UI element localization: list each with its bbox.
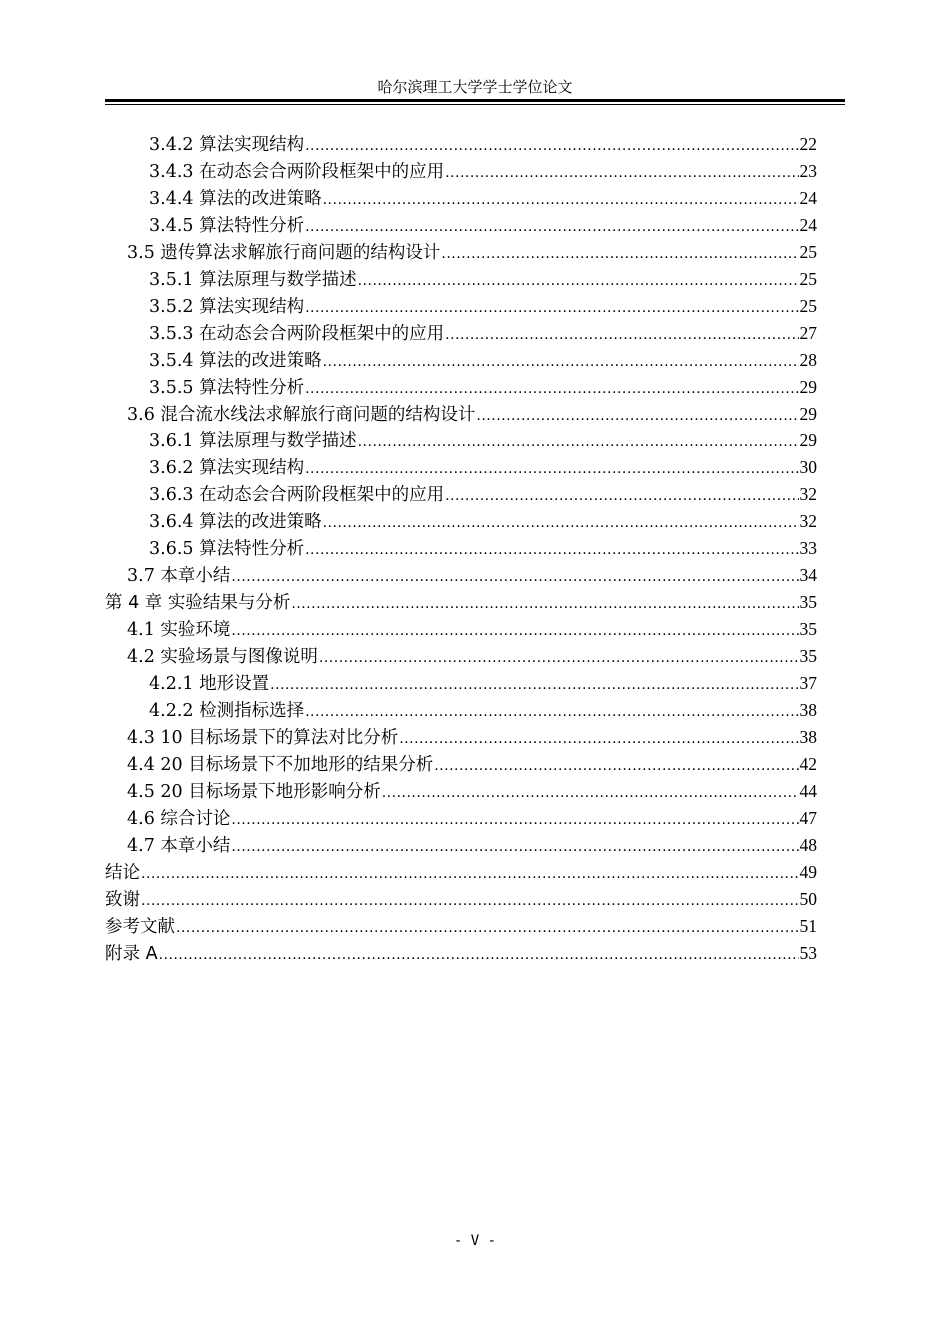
toc-entry-page: 30 bbox=[799, 457, 817, 478]
toc-entry[interactable] bbox=[105, 697, 817, 724]
toc-entry[interactable] bbox=[105, 427, 817, 454]
toc-entry-page: 25 bbox=[799, 241, 817, 262]
running-header: 哈尔滨理工大学学士学位论文 bbox=[377, 78, 573, 96]
toc-dot-leader bbox=[434, 758, 798, 774]
toc-entry[interactable] bbox=[105, 643, 817, 670]
toc-dot-leader bbox=[231, 569, 798, 585]
toc-dot-leader bbox=[159, 947, 799, 963]
toc-dot-leader bbox=[176, 920, 799, 936]
toc-entry-label: 3.6.1 算法原理与数学描述 bbox=[149, 431, 357, 452]
toc-entry[interactable] bbox=[105, 535, 817, 562]
toc-entry-label: 3.4.5 算法特性分析 bbox=[149, 215, 305, 236]
toc-entry[interactable] bbox=[105, 266, 817, 293]
toc-entry[interactable] bbox=[105, 158, 817, 185]
toc-entry-label: 3.5.3 在动态会合两阶段框架中的应用 bbox=[149, 323, 445, 344]
toc-entry-label: 3.4.2 算法实现结构 bbox=[149, 135, 305, 155]
toc-entry-page: 32 bbox=[799, 484, 817, 505]
toc-entry-label: 3.5.1 算法原理与数学描述 bbox=[149, 269, 357, 290]
toc-entry-page: 23 bbox=[799, 160, 817, 181]
toc-entry-page: 25 bbox=[799, 295, 817, 316]
toc-entry[interactable] bbox=[105, 940, 817, 967]
toc-dot-leader bbox=[399, 731, 798, 747]
toc-entry-page: 37 bbox=[799, 673, 817, 694]
toc-entry-label: 3.6.3 在动态会合两阶段框架中的应用 bbox=[149, 485, 445, 506]
toc-entry[interactable] bbox=[105, 886, 817, 913]
toc-entry[interactable] bbox=[105, 212, 817, 239]
toc-entry-label: 4.1 实验环境 bbox=[127, 620, 231, 641]
toc-entry-label: 3.5.5 算法特性分析 bbox=[149, 377, 305, 398]
toc-entry-label: 3.7 本章小结 bbox=[127, 566, 231, 587]
toc-dot-leader bbox=[323, 515, 799, 531]
toc-entry-label: 3.6.5 算法特性分析 bbox=[149, 539, 305, 560]
toc-entry[interactable] bbox=[105, 589, 817, 616]
toc-entry-label: 3.5 遗传算法求解旅行商问题的结构设计 bbox=[127, 242, 441, 263]
toc-dot-leader bbox=[141, 866, 799, 882]
toc-dot-leader bbox=[231, 812, 798, 828]
toc-dot-leader bbox=[319, 650, 799, 666]
toc-entry[interactable] bbox=[105, 913, 817, 940]
toc-entry-label: 4.4 20 目标场景下不加地形的结果分析 bbox=[127, 754, 434, 775]
toc-entry[interactable] bbox=[105, 481, 817, 508]
toc-entry-label: 4.7 本章小结 bbox=[127, 835, 231, 856]
toc-entry[interactable] bbox=[105, 751, 817, 778]
toc-entry[interactable] bbox=[105, 401, 817, 428]
toc-entry-page: 35 bbox=[799, 619, 817, 640]
toc-entry-label: 4.2.2 检测指标选择 bbox=[149, 701, 305, 722]
header-rule-thick bbox=[105, 99, 845, 102]
toc-entry-label: 3.5.4 算法的改进策略 bbox=[149, 350, 322, 371]
toc-entry-page: 44 bbox=[799, 780, 817, 801]
toc-entry[interactable] bbox=[105, 616, 817, 643]
toc-entry[interactable] bbox=[105, 454, 817, 481]
toc-entry-page: 47 bbox=[799, 807, 817, 828]
toc-entry[interactable] bbox=[105, 320, 817, 347]
toc-dot-leader bbox=[231, 623, 798, 639]
toc-dot-leader bbox=[305, 381, 798, 397]
toc-dot-leader bbox=[358, 273, 799, 289]
toc-dot-leader bbox=[445, 327, 798, 343]
toc-dot-leader bbox=[291, 596, 798, 612]
toc-entry-label: 4.6 综合讨论 bbox=[127, 808, 231, 829]
toc-entry[interactable] bbox=[105, 562, 817, 589]
toc-entry-page: 48 bbox=[799, 834, 817, 855]
toc-entry-page: 29 bbox=[799, 430, 817, 451]
toc-entry-page: 32 bbox=[799, 511, 817, 532]
toc-entry-page: 38 bbox=[799, 700, 817, 721]
toc-entry-page: 24 bbox=[799, 214, 817, 235]
toc-entry-page: 35 bbox=[799, 592, 817, 613]
toc-entry[interactable] bbox=[105, 859, 817, 886]
toc-entry-label: 参考文献 bbox=[105, 916, 175, 937]
toc-entry-page: 29 bbox=[799, 376, 817, 397]
toc-entry[interactable] bbox=[105, 374, 817, 401]
toc-entry[interactable] bbox=[105, 724, 817, 751]
toc-dot-leader bbox=[445, 488, 798, 504]
toc-dot-leader bbox=[141, 893, 799, 909]
toc-entry[interactable] bbox=[105, 508, 817, 535]
toc-entry-label: 3.4.3 在动态会合两阶段框架中的应用 bbox=[149, 161, 445, 182]
toc-entry-page: 51 bbox=[799, 915, 817, 936]
toc-entry-label: 4.5 20 目标场景下地形影响分析 bbox=[127, 781, 381, 802]
toc-entry-page: 34 bbox=[799, 565, 817, 586]
toc-dot-leader bbox=[358, 434, 799, 450]
toc-dot-leader bbox=[382, 785, 799, 801]
toc-entry-label: 3.6 混合流水线法求解旅行商问题的结构设计 bbox=[127, 404, 476, 425]
table-of-contents bbox=[105, 131, 817, 967]
toc-entry-page: 25 bbox=[799, 268, 817, 289]
toc-entry-label: 3.5.2 算法实现结构 bbox=[149, 296, 305, 317]
toc-entry-page: 29 bbox=[799, 403, 817, 424]
toc-entry-label: 致谢 bbox=[105, 889, 140, 910]
toc-entry-label: 3.6.2 算法实现结构 bbox=[149, 458, 305, 479]
toc-entry[interactable] bbox=[105, 185, 817, 212]
toc-dot-leader bbox=[323, 192, 799, 208]
toc-entry-label: 3.4.4 算法的改进策略 bbox=[149, 188, 322, 209]
toc-dot-leader bbox=[305, 138, 798, 154]
toc-entry-label: 4.2.1 地形设置 bbox=[149, 674, 270, 695]
page-number: - V - bbox=[453, 1233, 497, 1249]
toc-dot-leader bbox=[445, 165, 798, 181]
toc-entry[interactable] bbox=[105, 805, 817, 832]
toc-entry[interactable] bbox=[105, 293, 817, 320]
toc-dot-leader bbox=[305, 219, 798, 235]
toc-entry-page: 28 bbox=[799, 349, 817, 370]
toc-dot-leader bbox=[305, 542, 798, 558]
toc-entry-page: 42 bbox=[799, 753, 817, 774]
toc-dot-leader bbox=[305, 704, 798, 720]
toc-entry-label: 第 4 章 实验结果与分析 bbox=[105, 593, 291, 614]
toc-dot-leader bbox=[476, 408, 798, 424]
toc-entry[interactable] bbox=[105, 778, 817, 805]
toc-entry-page: 24 bbox=[799, 187, 817, 208]
toc-entry[interactable] bbox=[105, 239, 817, 266]
toc-entry-page: 27 bbox=[799, 322, 817, 343]
toc-entry[interactable] bbox=[105, 832, 817, 859]
toc-dot-leader bbox=[270, 677, 798, 693]
toc-entry-label: 3.6.4 算法的改进策略 bbox=[149, 512, 322, 533]
toc-entry[interactable] bbox=[105, 347, 817, 374]
toc-entry[interactable] bbox=[105, 131, 817, 158]
toc-entry-page: 22 bbox=[799, 134, 817, 154]
toc-dot-leader bbox=[323, 354, 799, 370]
toc-entry-page: 53 bbox=[799, 942, 817, 963]
toc-entry-label: 结论 bbox=[105, 862, 140, 883]
toc-dot-leader bbox=[305, 461, 798, 477]
toc-entry-page: 38 bbox=[799, 726, 817, 747]
toc-dot-leader bbox=[441, 246, 798, 262]
toc-entry[interactable] bbox=[105, 670, 817, 697]
toc-entry-page: 35 bbox=[799, 646, 817, 667]
toc-dot-leader bbox=[305, 300, 798, 316]
toc-entry-label: 4.2 实验场景与图像说明 bbox=[127, 647, 318, 668]
toc-entry-label: 4.3 10 目标场景下的算法对比分析 bbox=[127, 727, 399, 748]
toc-entry-page: 49 bbox=[799, 861, 817, 882]
toc-entry-label: 附录 A bbox=[105, 943, 158, 964]
toc-entry-page: 33 bbox=[799, 538, 817, 559]
header-rule-thin bbox=[105, 104, 845, 105]
toc-entry-page: 50 bbox=[799, 888, 817, 909]
toc-dot-leader bbox=[231, 839, 798, 855]
